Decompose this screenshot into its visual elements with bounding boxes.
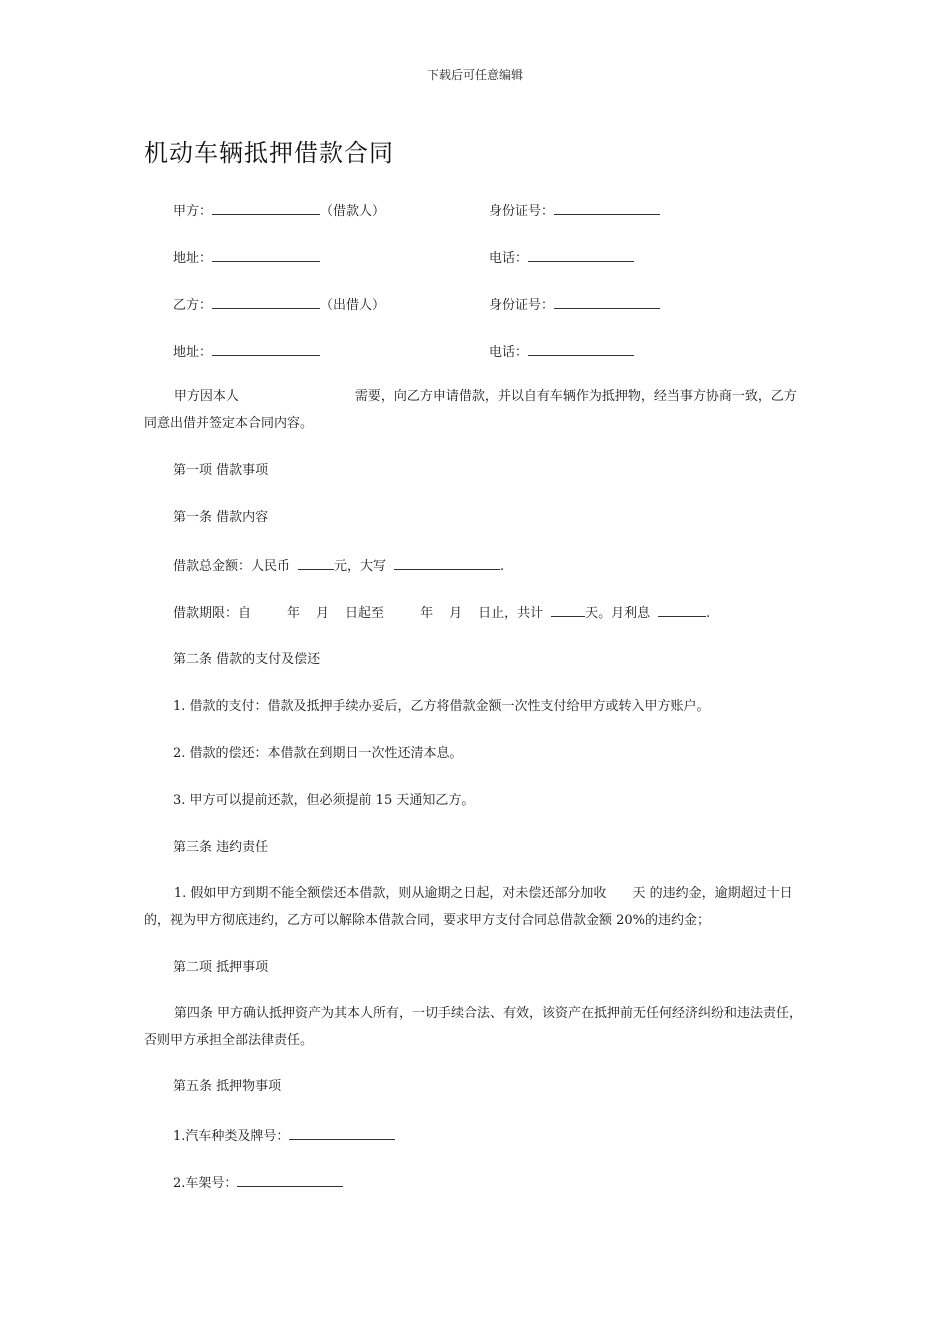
party-b-address-blank — [212, 343, 320, 356]
party-b-name-blank — [212, 296, 320, 309]
term-interest-blank — [658, 604, 706, 617]
party-b-id-label: 身份证号： — [489, 298, 555, 313]
party-a-address-blank — [212, 249, 320, 262]
article3-item1-part2: 天 的违约金，逾期超过十日的，视为甲方彻底违约，乙方可以解除本借款合同，要求甲方支付合同总借款金额 20%的违约金； — [144, 886, 793, 928]
vehicle-type-blank — [289, 1127, 395, 1140]
article3-heading: 第三条 违约责任 — [173, 840, 269, 855]
amount-capital-blank — [394, 557, 500, 570]
page-header-note: 下载后可任意编辑 — [426, 68, 523, 82]
party-a-address-row — [173, 249, 320, 267]
party-b-row — [173, 296, 385, 314]
section1-heading: 第一项 借款事项 — [173, 463, 269, 478]
term-day1: 日起至 — [345, 606, 385, 621]
term-year2: 年 — [420, 606, 434, 621]
party-b-address-label: 地址： — [173, 345, 213, 360]
term-year1: 年 — [287, 606, 301, 621]
term-days-blank — [551, 604, 585, 617]
article2-item2: 2. 借款的偿还：本借款在到期日一次性还清本息。 — [173, 746, 463, 761]
article5-heading: 第五条 抵押物事项 — [173, 1079, 282, 1094]
frame-number-label: 2.车架号： — [173, 1176, 238, 1191]
amount-row — [173, 557, 504, 575]
party-a-phone-row — [489, 249, 634, 267]
party-a-id-row — [489, 202, 660, 220]
party-a-name-blank — [212, 202, 320, 215]
party-b-role: （出借人） — [320, 298, 386, 313]
term-day2: 日止，共计 — [478, 606, 544, 621]
party-b-phone-label: 电话： — [489, 345, 529, 360]
term-month2: 月 — [449, 606, 463, 621]
party-a-row — [173, 202, 385, 220]
term-days: 天。月利息 — [585, 606, 651, 621]
article2-item3: 3. 甲方可以提前还款，但必须提前 15 天通知乙方。 — [173, 793, 475, 808]
party-a-label: 甲方： — [173, 204, 213, 219]
term-row — [173, 604, 710, 622]
article5-item1 — [173, 1127, 395, 1145]
term-month1: 月 — [316, 606, 330, 621]
party-b-label: 乙方： — [173, 298, 213, 313]
intro-part2: 需要，向乙方申请借款，并以自有车辆作为抵押物，经当事方协商一致，乙方同意出借并签定本合同内容。 — [144, 389, 797, 431]
frame-number-blank — [237, 1174, 343, 1187]
party-a-id-blank — [554, 202, 660, 215]
amount-number-blank — [298, 557, 334, 570]
party-b-id-row — [489, 296, 660, 314]
party-b-address-row — [173, 343, 320, 361]
party-a-role: （借款人） — [320, 204, 386, 219]
article3-item1 — [144, 880, 808, 934]
article3-item1-part1: 1. 假如甲方到期不能全额偿还本借款，则从逾期之日起，对未偿还部分加收 — [173, 886, 607, 901]
party-a-address-label: 地址： — [173, 251, 213, 266]
party-b-phone-blank — [528, 343, 634, 356]
term-end: . — [706, 606, 711, 621]
article2-heading: 第二条 借款的支付及偿还 — [173, 652, 321, 667]
article4-paragraph: 第四条 甲方确认抵押资产为其本人所有，一切手续合法、有效，该资产在抵押前无任何经济纠纷和违法责任，否则甲方承担全部法律责任。 — [144, 1006, 803, 1048]
article2-item1: 1. 借款的支付：借款及抵押手续办妥后，乙方将借款金额一次性支付给甲方或转入甲方账户。 — [173, 699, 710, 714]
amount-yuan: 元，大写 — [334, 559, 387, 574]
page-title: 机动车辆抵押借款合同 — [144, 139, 394, 167]
section2-heading: 第二项 抵押事项 — [173, 960, 269, 975]
amount-label: 借款总金额：人民币 — [173, 559, 291, 574]
party-a-phone-blank — [528, 249, 634, 262]
intro-part1: 甲方因本人 — [173, 389, 239, 404]
article1-heading: 第一条 借款内容 — [173, 510, 269, 525]
article5-item2 — [173, 1174, 343, 1192]
party-b-phone-row — [489, 343, 634, 361]
vehicle-type-label: 1.汽车种类及牌号： — [173, 1129, 290, 1144]
party-b-id-blank — [554, 296, 660, 309]
party-a-phone-label: 电话： — [489, 251, 529, 266]
term-label: 借款期限：自 — [173, 606, 252, 621]
amount-end: . — [500, 559, 505, 574]
intro-paragraph — [144, 383, 808, 437]
party-a-id-label: 身份证号： — [489, 204, 555, 219]
